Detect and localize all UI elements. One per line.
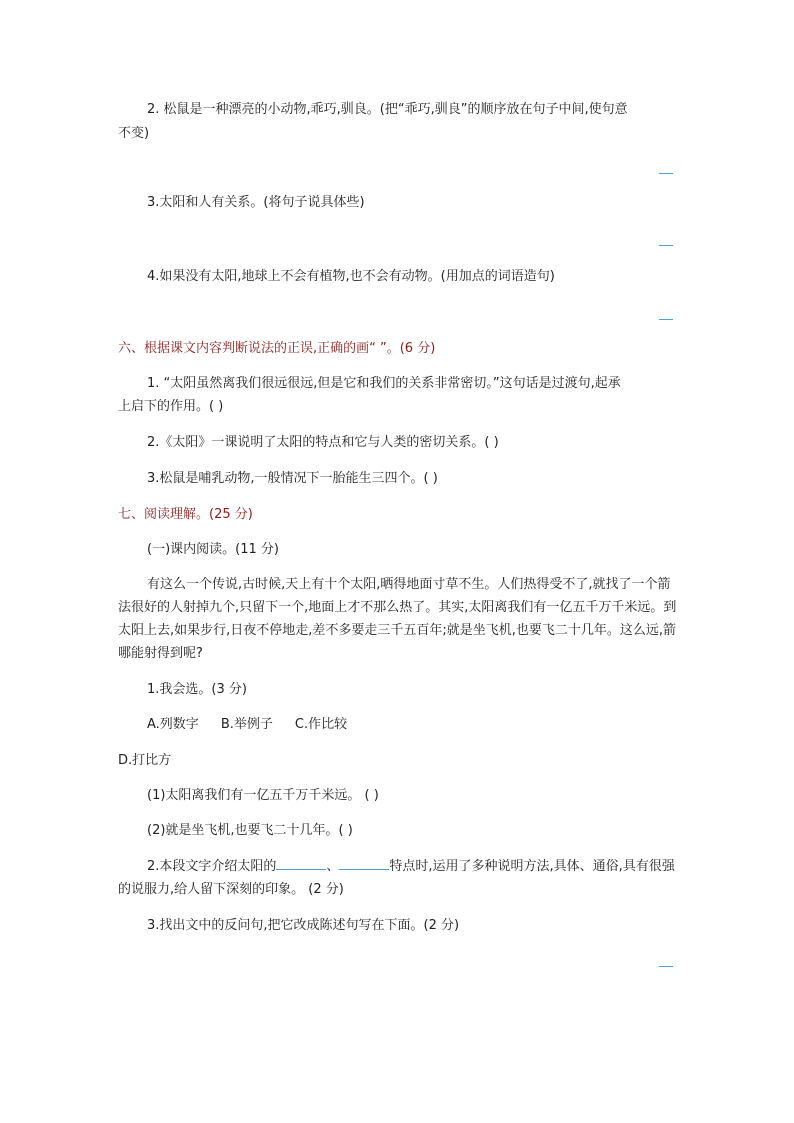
q5-item3: 3.太阳和人有关系。(将句子说具体些): [147, 195, 365, 210]
section7-q3: 3.找出文中的反问句,把它改成陈述句写在下面。(2 分): [147, 918, 460, 933]
answer-line: [659, 173, 673, 174]
option-c: C.作比较: [294, 717, 348, 732]
answer-line: [659, 319, 673, 320]
section7-q1-sentence1: (1)太阳离我们有一亿五千万千米远。 ( ): [147, 788, 379, 803]
answer-line: [659, 966, 673, 967]
fill-blank[interactable]: [276, 857, 326, 870]
reading-passage: 有这么一个传说,古时候,天上有十个太阳,晒得地面寸草不生。人们热得受不了,就找了一个箭法很好的人射掉九个,只留下一个,地面上才不那么热了。其实,太阳离我们有一亿五千万千米远。到太阳上去,如果步行,日夜不停地走,差不多要走三千五百年;就是坐飞机,也要飞二十几年。这么远,箭哪能射得到呢?: [118, 577, 677, 661]
option-a: A.列数字: [147, 717, 199, 732]
section6-title: 六、根据课文内容判断说法的正误,正确的画“ ”。(6 分): [118, 341, 436, 356]
section6-item3: 3.松鼠是哺乳动物,一般情况下一胎能生三四个。( ): [147, 471, 438, 486]
answer-line: [659, 245, 673, 246]
fill-blank[interactable]: [339, 857, 389, 870]
section7-q1-sentence2: (2)就是坐飞机,也要飞二十几年。( ): [147, 823, 353, 838]
q5-item2-line2: 不变): [118, 126, 150, 141]
option-b: B.举例子: [220, 717, 273, 732]
section6-item1-line1: 1. “太阳虽然离我们很远很远,但是它和我们的关系非常密切。”这句话是过渡句,起承: [147, 376, 621, 391]
section7-q2: 2.本段文字介绍太阳的 、 特点时,运用了多种说明方法,具体、通俗,具有很强的说服力,给人留下深刻的印象。 (2 分): [118, 859, 675, 897]
q5-item4: 4.如果没有太阳,地球上不会有植物,也不会有动物。(用加点的词语造句): [147, 269, 555, 284]
section6-item1-line2: 上启下的作用。( ): [118, 399, 224, 414]
q5-item2-line1: 2. 松鼠是一种漂亮的小动物,乖巧,驯良。(把“乖巧,驯良”的顺序放在句子中间,使句意: [147, 102, 628, 117]
section7-q1: 1.我会选。(3 分): [147, 682, 247, 697]
section6-item2: 2.《太阳》一课说明了太阳的特点和它与人类的密切关系。( ): [147, 435, 499, 450]
section7-title: 七、阅读理解。(25 分): [118, 507, 253, 522]
option-d: D.打比方: [118, 753, 172, 768]
section7-q1-options: [147, 717, 347, 733]
section7-sub1: (一)课内阅读。(11 分): [147, 542, 279, 557]
